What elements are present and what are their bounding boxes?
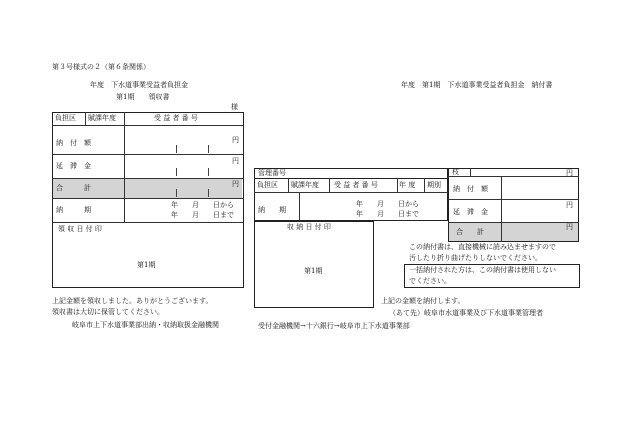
notice-branch-label: 枝 <box>452 168 459 176</box>
receipt-late-fee-label: 延 滞 金 <box>56 162 91 170</box>
notice-lump-line1: 一括納付された方は、この納付書は使用しない <box>409 266 556 274</box>
notice-yen-3: 円 <box>566 223 573 231</box>
receipt-yen-1: 円 <box>232 136 239 144</box>
notice-warning-line1: この納付書は、直接機械に読み込ませますので <box>409 243 556 251</box>
receipt-footer-org: 岐阜市上下水道事業部出納・収納取扱金融機関 <box>72 321 219 329</box>
stub-due-label: 納 期 <box>258 206 286 214</box>
notice-yen-1: 円 <box>566 169 573 177</box>
stub-year-header: 年 度 <box>399 181 416 189</box>
stub-stamp-frame <box>254 221 374 308</box>
receipt-district-header: 負担区 <box>55 114 76 122</box>
notice-total-label: 合 計 <box>456 228 484 236</box>
form-number: 第３号様式の２（第６条関係） <box>52 63 150 71</box>
stub-period-to: 年 月 日まで <box>356 210 419 218</box>
stub-stamp-period: 第1期 <box>304 267 323 275</box>
stub-district-header: 負担区 <box>257 181 278 189</box>
notice-pay-statement: 上記の金額を納付します。 <box>381 297 465 305</box>
receipt-period-from: 年 月 日から <box>171 201 234 209</box>
receipt-total-label: 合 計 <box>56 184 91 192</box>
stub-installment-header: 期別 <box>427 181 441 189</box>
stub-footer-route: 受付金融機関→十六銀行→岐阜市上下水道事業部 <box>258 322 410 330</box>
receipt-payment-amount-label: 納 付 額 <box>56 139 91 147</box>
receipt-yen-3: 円 <box>232 180 239 188</box>
receipt-due-label: 納 期 <box>56 206 91 214</box>
stub-beneficiary-no-header: 受 益 者 番 号 <box>334 181 378 189</box>
stub-mgmt-no-label: 管理番号 <box>258 169 286 177</box>
notice-lump-line2: でください。 <box>409 277 451 285</box>
notice-title: 年度 第1期 下水道事業受益者負担金 納付書 <box>401 81 553 89</box>
stub-stamp-label: 収 納 日 付 印 <box>287 223 331 231</box>
notice-addressee: （あて先）岐阜市水道事業及び下水道事業管理者 <box>389 309 543 317</box>
stub-period-from: 年 月 日から <box>356 200 419 208</box>
notice-warning-line2: 汚したり折り曲げたりしないでください。 <box>409 254 542 262</box>
receipt-footer-line2: 領収書は大切に保管してください。 <box>52 308 164 316</box>
receipt-title: 年度 下水道事業受益者負担金 <box>90 81 188 89</box>
notice-yen-2: 円 <box>566 201 573 209</box>
receipt-sama: 様 <box>231 103 238 111</box>
receipt-yen-2: 円 <box>232 157 239 165</box>
receipt-footer-line1: 上記金額を領収しました。ありがとうございます。 <box>52 297 213 305</box>
receipt-subtitle: 第1期 領収書 <box>116 93 170 101</box>
receipt-beneficiary-no-header: 受 益 者 番 号 <box>154 114 198 122</box>
receipt-levy-year-header: 賦課年度 <box>88 114 116 122</box>
receipt-stamp-label: 領 収 日 付 印 <box>58 225 102 233</box>
receipt-stamp-period: 第1期 <box>137 261 156 269</box>
receipt-period-to: 年 月 日まで <box>171 211 234 219</box>
stub-levy-year-header: 賦課年度 <box>291 181 319 189</box>
notice-late-fee-label: 延 滞 金 <box>453 208 488 216</box>
notice-payment-amount-label: 納 付 額 <box>453 185 488 193</box>
